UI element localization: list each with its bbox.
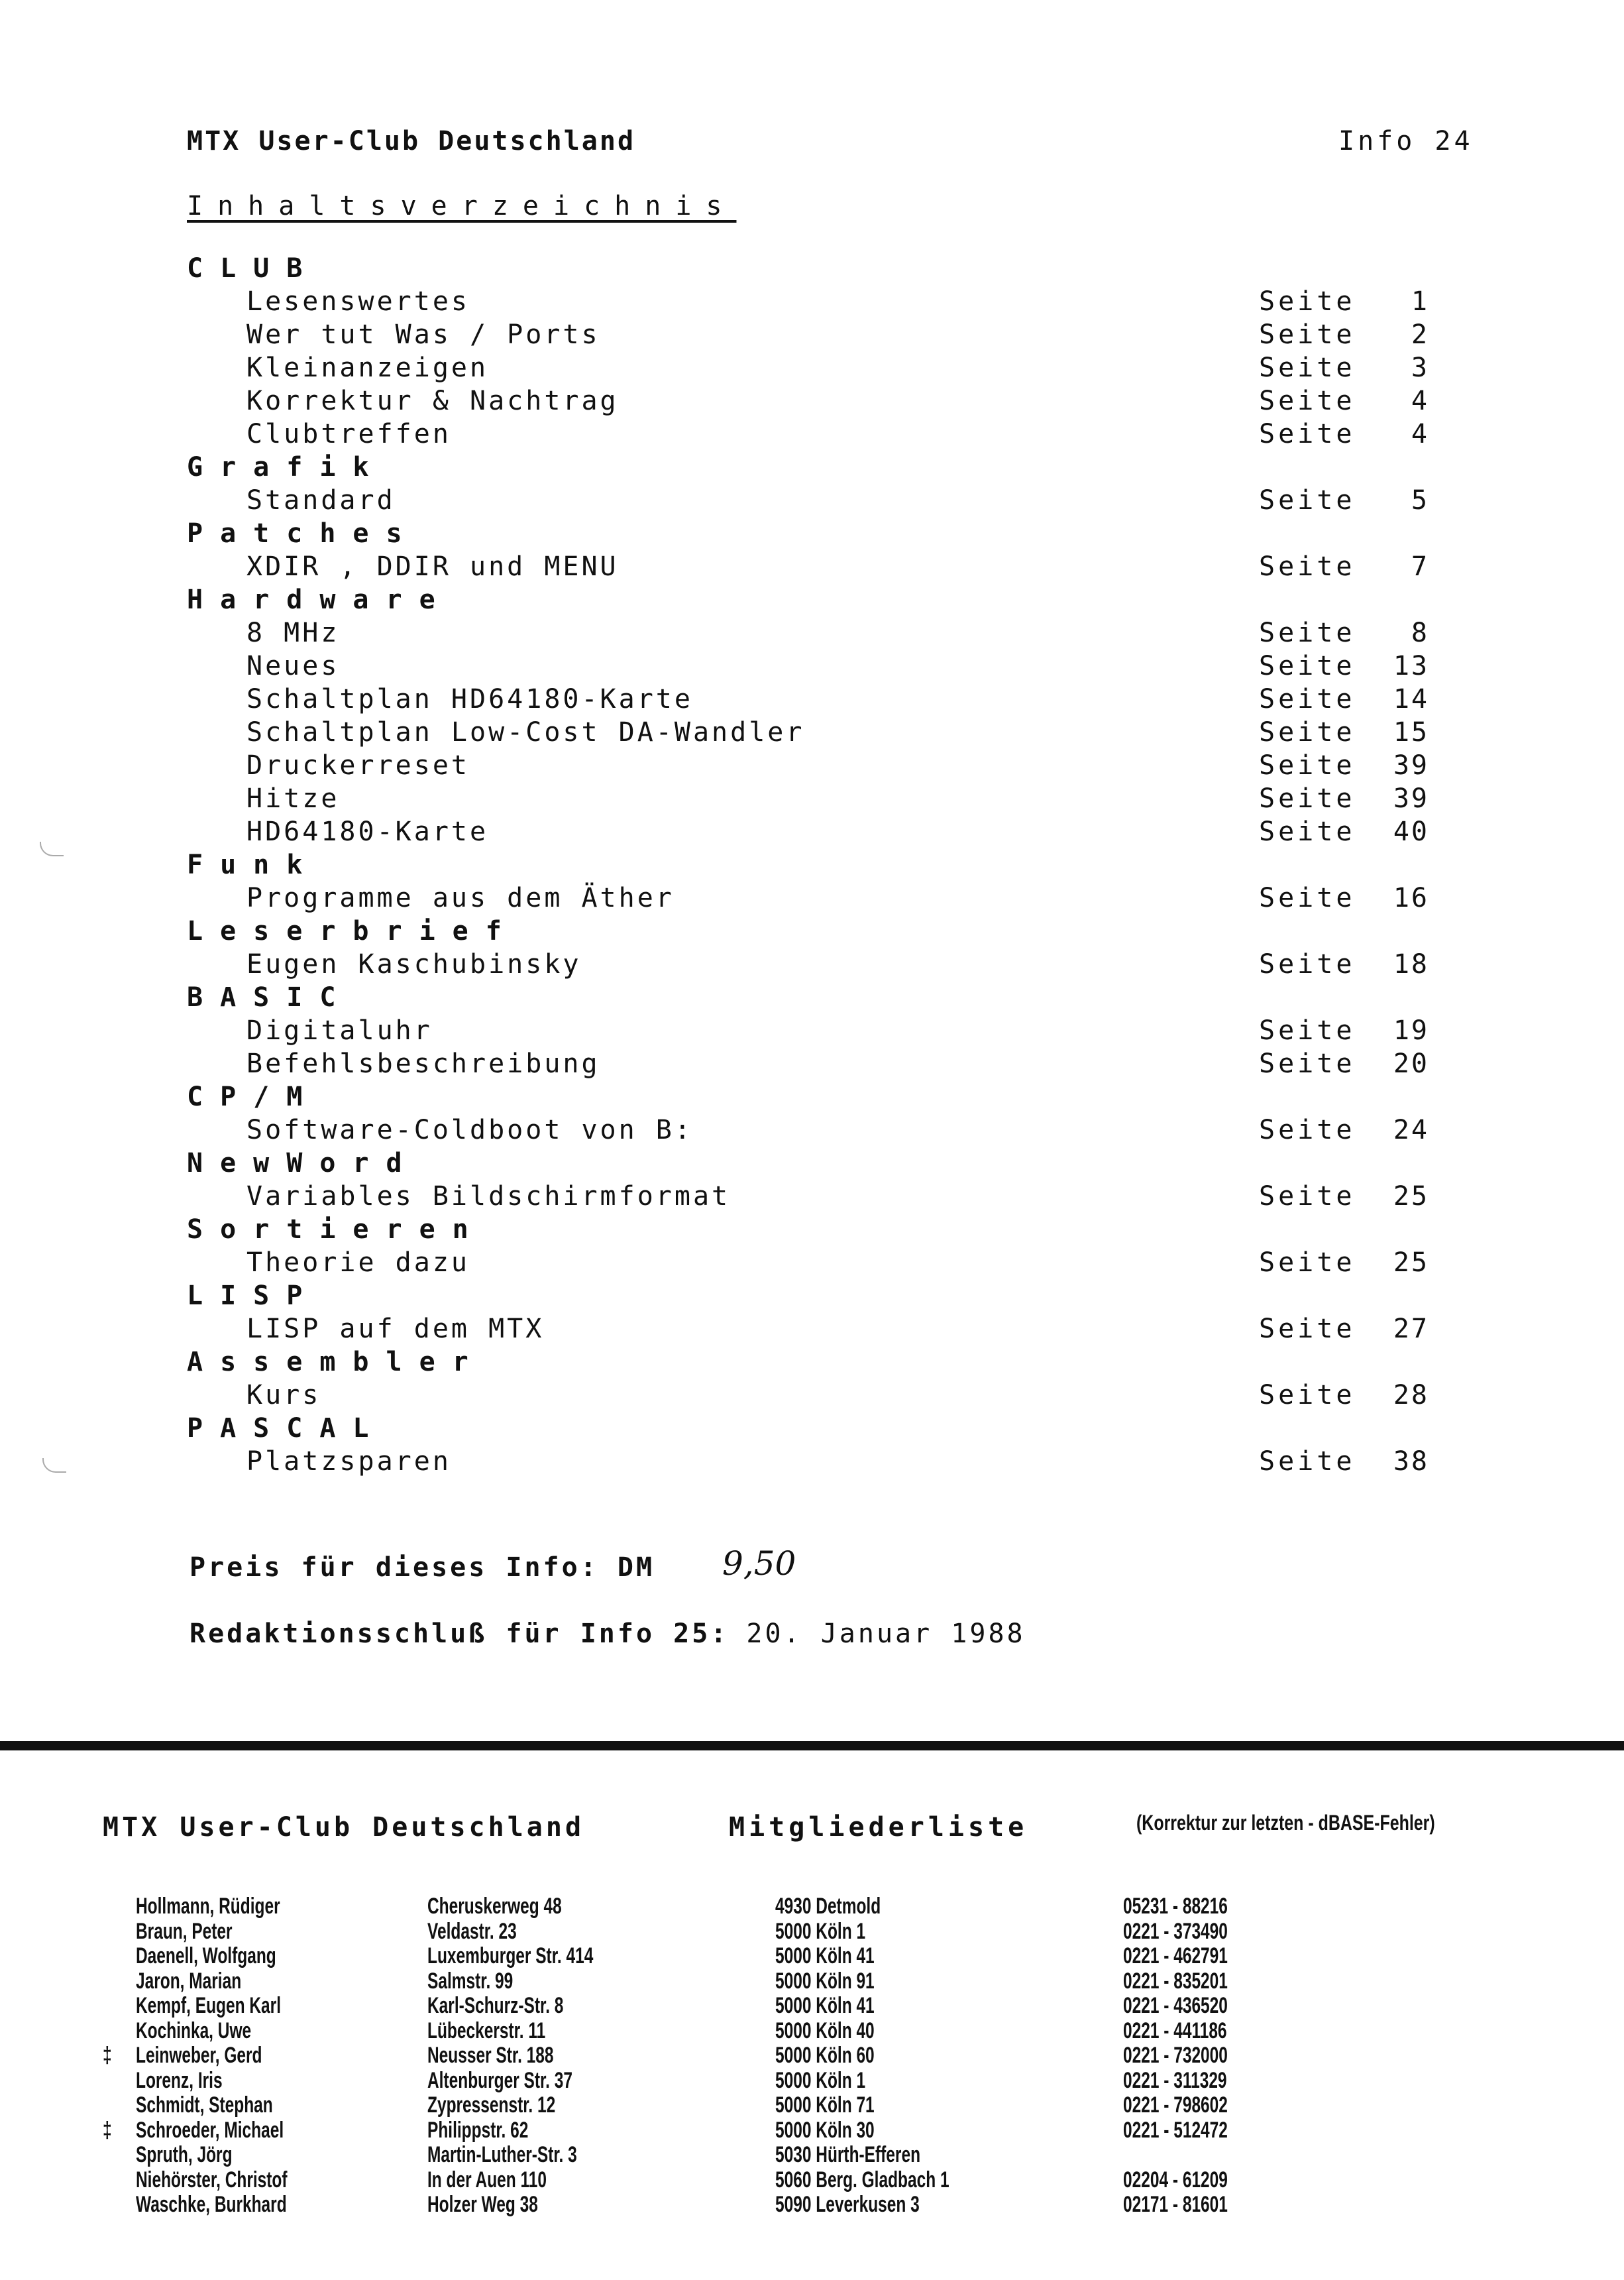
toc-entry-seite-label: Seite: [1259, 949, 1356, 980]
toc-entry: [187, 418, 1433, 451]
toc-entry-title: Variables Bildschirmformat: [246, 1181, 731, 1212]
toc-entry: [187, 1445, 1433, 1478]
member-city: 5000 Köln 40: [775, 2018, 875, 2043]
toc-entry-seite-label: Seite: [1259, 883, 1356, 913]
deadline-date: 20. Januar 1988: [746, 1619, 1026, 1649]
toc-entry-page-number: 38: [1393, 1446, 1429, 1477]
toc-entry-title: Neues: [246, 651, 340, 681]
member-row: [0, 1944, 1624, 1969]
toc-entry-seite-label: Seite: [1259, 750, 1356, 781]
member-address: Holzer Weg 38: [427, 2192, 538, 2217]
member-address: Salmstr. 99: [427, 1968, 514, 1994]
toc-entry-seite-label: Seite: [1259, 386, 1356, 416]
toc-entry-title: Hitze: [246, 783, 340, 814]
toc-entry-page-number: 5: [1411, 485, 1429, 516]
toc-entry-seite-label: Seite: [1259, 485, 1356, 516]
member-city: 5060 Berg. Gladbach 1: [775, 2167, 949, 2193]
toc-entry-page-number: 8: [1411, 618, 1429, 648]
deadline-label: Redaktionsschluß für Info 25:: [189, 1619, 730, 1649]
member-city: 5000 Köln 91: [775, 1968, 875, 1994]
member-phone: 02204 - 61209: [1123, 2167, 1228, 2193]
toc-entry-title: Schaltplan HD64180-Karte: [246, 684, 693, 714]
toc-entry-seite-label: Seite: [1259, 1314, 1356, 1344]
member-city: 5000 Köln 1: [775, 2067, 866, 2093]
toc-entry-page-number: 2: [1411, 319, 1429, 350]
toc-category: CP/M: [187, 1082, 320, 1112]
scan-mark: [40, 842, 64, 856]
toc-entry-seite-label: Seite: [1259, 1380, 1356, 1410]
member-phone: 0221 - 512472: [1123, 2117, 1228, 2143]
member-list-club-title: MTX User-Club Deutschland: [103, 1812, 585, 1843]
toc-entry-page-number: 15: [1393, 717, 1429, 748]
member-name: Spruth, Jörg: [136, 2142, 233, 2167]
toc-heading: Inhaltsverzeichnis: [187, 191, 737, 221]
toc-entry: [187, 318, 1433, 351]
member-city: 5000 Köln 30: [775, 2117, 875, 2143]
toc-entry-page-number: 25: [1393, 1181, 1429, 1212]
scan-mark: [42, 1458, 66, 1473]
member-row: [0, 2168, 1624, 2193]
toc-entry: [187, 650, 1433, 683]
member-row: [0, 2193, 1624, 2218]
member-row: [0, 2143, 1624, 2168]
toc-entry: [187, 1014, 1433, 1047]
member-row: [0, 2118, 1624, 2143]
toc-category: Funk: [187, 850, 320, 880]
toc-entry-title: Kleinanzeigen: [246, 353, 489, 383]
member-address: Luxemburger Str. 414: [427, 1943, 594, 1968]
toc-category: CLUB: [187, 253, 320, 284]
toc-entry-seite-label: Seite: [1259, 319, 1356, 350]
toc-entry-title: Programme aus dem Äther: [246, 883, 675, 913]
member-phone: 05231 - 88216: [1123, 1894, 1228, 1919]
member-address: Neusser Str. 188: [427, 2043, 554, 2068]
toc-category: Grafik: [187, 452, 386, 483]
toc-entry: [187, 1312, 1433, 1345]
price-handwritten-value: 9,50: [722, 1544, 796, 1583]
toc-entry-seite-label: Seite: [1259, 419, 1356, 449]
member-name: Jaron, Marian: [136, 1968, 242, 1994]
toc-category: Patches: [187, 518, 419, 549]
toc-entry: [187, 683, 1433, 716]
toc-entry-seite-label: Seite: [1259, 1181, 1356, 1212]
toc-entry-title: Theorie dazu: [246, 1247, 470, 1278]
member-city: 5030 Hürth-Efferen: [775, 2142, 921, 2167]
member-list-note: (Korrektur zur letzten - dBASE-Fehler): [1136, 1811, 1435, 1835]
toc-entry-seite-label: Seite: [1259, 353, 1356, 383]
toc-category: Assembler: [187, 1347, 486, 1377]
toc-entry-title: HD64180-Karte: [246, 817, 489, 847]
member-phone: 0221 - 732000: [1123, 2043, 1228, 2068]
toc-entry: [187, 716, 1433, 749]
toc-entry-title: Kurs: [246, 1380, 321, 1410]
member-row: [0, 2093, 1624, 2118]
member-list: [0, 1894, 1624, 2218]
member-city: 5000 Köln 1: [775, 1918, 866, 1944]
toc-entry-page-number: 18: [1393, 949, 1429, 980]
member-row: [0, 2069, 1624, 2094]
toc-entry: [187, 484, 1433, 517]
toc-entry-title: Korrektur & Nachtrag: [246, 386, 619, 416]
member-address: Philippstr. 62: [427, 2117, 529, 2143]
toc-entry-page-number: 20: [1393, 1049, 1429, 1079]
toc-entry-title: Befehlsbeschreibung: [246, 1049, 600, 1079]
toc-entry-title: Standard: [246, 485, 396, 516]
toc-entry-page-number: 13: [1393, 651, 1429, 681]
member-list-title: Mitgliederliste: [729, 1812, 1028, 1843]
member-name: Kempf, Eugen Karl: [136, 1993, 282, 2018]
table-of-contents: [187, 252, 1433, 1478]
toc-entry-title: Wer tut Was / Ports: [246, 319, 600, 350]
member-city: 5000 Köln 71: [775, 2092, 875, 2118]
member-name: Leinweber, Gerd: [136, 2043, 262, 2068]
member-address: In der Auen 110: [427, 2167, 547, 2193]
toc-entry: [187, 1246, 1433, 1279]
toc-category: PASCAL: [187, 1413, 386, 1444]
member-address: Lübeckerstr. 11: [427, 2018, 546, 2043]
member-row: [0, 1919, 1624, 1945]
toc-entry-seite-label: Seite: [1259, 1049, 1356, 1079]
member-phone: 0221 - 441186: [1123, 2018, 1227, 2043]
member-city: 5000 Köln 60: [775, 2043, 875, 2068]
toc-entry-title: Software-Coldboot von B:: [246, 1115, 693, 1145]
toc-entry: [187, 384, 1433, 418]
member-city: 5000 Köln 41: [775, 1993, 875, 2018]
member-row: [0, 1994, 1624, 2019]
member-phone: 0221 - 436520: [1123, 1993, 1228, 2018]
toc-entry-page-number: 3: [1411, 353, 1429, 383]
toc-entry-page-number: 39: [1393, 750, 1429, 781]
member-row: [0, 2043, 1624, 2069]
toc-entry-seite-label: Seite: [1259, 651, 1356, 681]
member-mark: ‡: [103, 2117, 112, 2143]
member-name: Daenell, Wolfgang: [136, 1943, 276, 1968]
toc-category: Hardware: [187, 585, 453, 615]
member-name: Schroeder, Michael: [136, 2117, 284, 2143]
toc-entry: [187, 782, 1433, 815]
toc-entry-title: LISP auf dem MTX: [246, 1314, 545, 1344]
toc-category: LISP: [187, 1281, 320, 1311]
toc-entry-page-number: 19: [1393, 1015, 1429, 1046]
toc-entry-seite-label: Seite: [1259, 618, 1356, 648]
toc-entry-title: Digitaluhr: [246, 1015, 433, 1046]
toc-entry-title: Druckerreset: [246, 750, 470, 781]
toc-entry: [187, 1379, 1433, 1412]
member-address: Zypressenstr. 12: [427, 2092, 556, 2118]
member-address: Karl-Schurz-Str. 8: [427, 1993, 564, 2018]
member-mark: ‡: [103, 2043, 112, 2068]
toc-entry-page-number: 4: [1411, 419, 1429, 449]
toc-entry-title: Platzsparen: [246, 1446, 451, 1477]
toc-entry: [187, 1047, 1433, 1080]
toc-entry-page-number: 25: [1393, 1247, 1429, 1278]
member-name: Kochinka, Uwe: [136, 2018, 252, 2043]
toc-entry-title: 8 MHz: [246, 618, 340, 648]
toc-entry-seite-label: Seite: [1259, 717, 1356, 748]
toc-entry-title: Schaltplan Low-Cost DA-Wandler: [246, 717, 805, 748]
toc-entry-title: Clubtreffen: [246, 419, 451, 449]
toc-entry: [187, 1113, 1433, 1147]
toc-entry-seite-label: Seite: [1259, 684, 1356, 714]
member-address: Martin-Luther-Str. 3: [427, 2142, 577, 2167]
toc-entry: [187, 815, 1433, 848]
toc-category: BASIC: [187, 982, 353, 1013]
toc-entry-seite-label: Seite: [1259, 1115, 1356, 1145]
member-city: 4930 Detmold: [775, 1894, 881, 1919]
member-phone: 0221 - 462791: [1123, 1943, 1228, 1968]
member-row: [0, 1969, 1624, 1994]
toc-entry-page-number: 4: [1411, 386, 1429, 416]
member-city: 5000 Köln 41: [775, 1943, 875, 1968]
toc-entry-page-number: 40: [1393, 817, 1429, 847]
price-label: Preis für dieses Info: DM: [189, 1552, 655, 1583]
toc-entry: [187, 285, 1433, 318]
toc-entry-title: Lesenswertes: [246, 286, 470, 317]
toc-entry: [187, 882, 1433, 915]
toc-entry-seite-label: Seite: [1259, 1247, 1356, 1278]
club-title: MTX User-Club Deutschland: [187, 126, 636, 156]
member-name: Lorenz, Iris: [136, 2067, 223, 2093]
toc-entry-page-number: 27: [1393, 1314, 1429, 1344]
toc-category: Sortieren: [187, 1214, 486, 1245]
toc-category: NewWord: [187, 1148, 419, 1178]
issue-number: Info 24: [1338, 126, 1474, 156]
member-row: [0, 2019, 1624, 2044]
member-phone: 02171 - 81601: [1123, 2192, 1228, 2217]
toc-entry-seite-label: Seite: [1259, 1015, 1356, 1046]
member-address: Veldastr. 23: [427, 1918, 517, 1944]
toc-entry-seite-label: Seite: [1259, 783, 1356, 814]
toc-entry-seite-label: Seite: [1259, 817, 1356, 847]
toc-entry-page-number: 28: [1393, 1380, 1429, 1410]
toc-entry: [187, 1180, 1433, 1213]
member-name: Braun, Peter: [136, 1918, 233, 1944]
toc-entry-page-number: 14: [1393, 684, 1429, 714]
member-name: Hollmann, Rüdiger: [136, 1894, 280, 1919]
toc-entry-seite-label: Seite: [1259, 551, 1356, 582]
toc-entry: [187, 351, 1433, 384]
toc-entry: [187, 616, 1433, 650]
member-name: Waschke, Burkhard: [136, 2192, 287, 2217]
toc-entry: [187, 749, 1433, 782]
toc-entry: [187, 948, 1433, 981]
toc-entry-page-number: 24: [1393, 1115, 1429, 1145]
member-name: Niehörster, Christof: [136, 2167, 288, 2193]
section-divider: [0, 1741, 1624, 1750]
toc-entry-title: Eugen Kaschubinsky: [246, 949, 582, 980]
member-city: 5090 Leverkusen 3: [775, 2192, 920, 2217]
member-name: Schmidt, Stephan: [136, 2092, 273, 2118]
toc-entry-page-number: 7: [1411, 551, 1429, 582]
member-row: [0, 1894, 1624, 1919]
toc-entry: [187, 550, 1433, 583]
member-address: Cheruskerweg 48: [427, 1894, 562, 1919]
member-address: Altenburger Str. 37: [427, 2067, 573, 2093]
member-phone: 0221 - 798602: [1123, 2092, 1228, 2118]
editorial-deadline: [189, 1619, 1026, 1649]
toc-category: Leserbrief: [187, 916, 519, 946]
member-phone: 0221 - 835201: [1123, 1968, 1228, 1994]
member-phone: 0221 - 373490: [1123, 1918, 1228, 1944]
toc-entry-title: XDIR , DDIR und MENU: [246, 551, 619, 582]
member-phone: 0221 - 311329: [1123, 2067, 1227, 2093]
toc-entry-page-number: 16: [1393, 883, 1429, 913]
toc-entry-seite-label: Seite: [1259, 286, 1356, 317]
toc-entry-page-number: 1: [1411, 286, 1429, 317]
toc-entry-seite-label: Seite: [1259, 1446, 1356, 1477]
toc-entry-page-number: 39: [1393, 783, 1429, 814]
